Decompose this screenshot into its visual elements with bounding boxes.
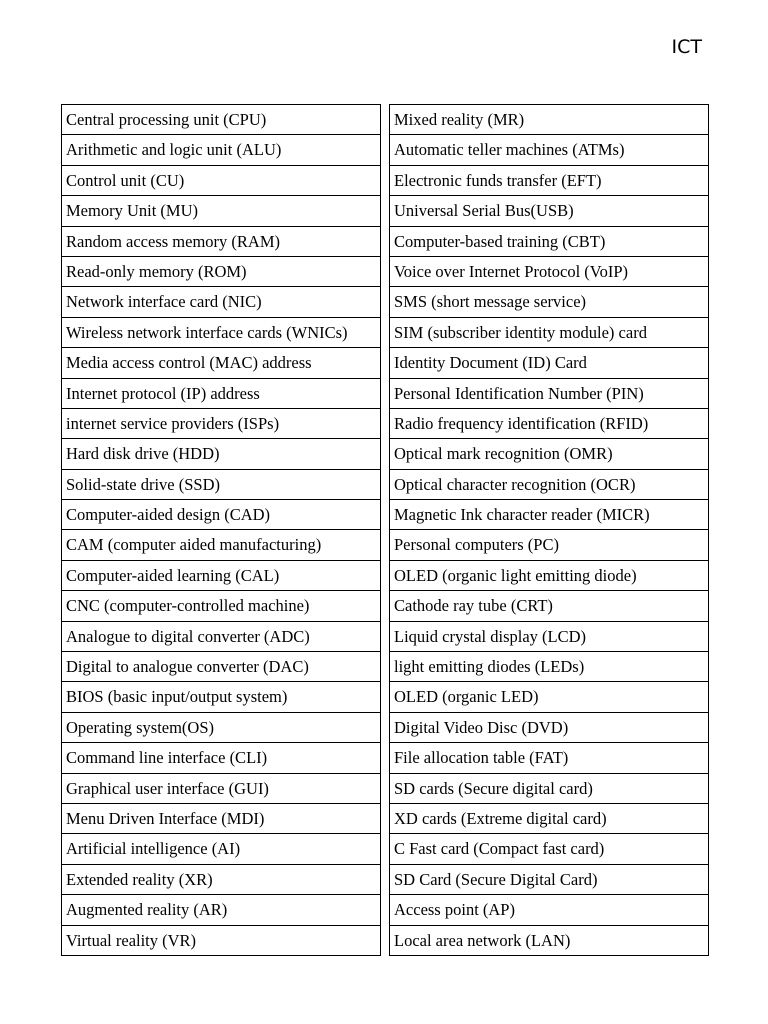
term-cell: SD cards (Secure digital card): [390, 774, 708, 804]
term-cell: Network interface card (NIC): [62, 287, 380, 317]
term-cell: Access point (AP): [390, 895, 708, 925]
term-cell: Radio frequency identification (RFID): [390, 409, 708, 439]
term-cell: Local area network (LAN): [390, 926, 708, 956]
term-cell: Memory Unit (MU): [62, 196, 380, 226]
term-cell: XD cards (Extreme digital card): [390, 804, 708, 834]
page-title: ICT: [671, 36, 702, 58]
term-cell: Liquid crystal display (LCD): [390, 622, 708, 652]
term-cell: Command line interface (CLI): [62, 743, 380, 773]
term-cell: Digital Video Disc (DVD): [390, 713, 708, 743]
term-cell: Magnetic Ink character reader (MICR): [390, 500, 708, 530]
term-cell: SMS (short message service): [390, 287, 708, 317]
term-cell: Optical character recognition (OCR): [390, 470, 708, 500]
term-cell: Internet protocol (IP) address: [62, 379, 380, 409]
term-cell: Digital to analogue converter (DAC): [62, 652, 380, 682]
term-cell: Optical mark recognition (OMR): [390, 439, 708, 469]
term-cell: Operating system(OS): [62, 713, 380, 743]
term-cell: BIOS (basic input/output system): [62, 682, 380, 712]
term-cell: Cathode ray tube (CRT): [390, 591, 708, 621]
term-cell: CAM (computer aided manufacturing): [62, 530, 380, 560]
term-cell: Hard disk drive (HDD): [62, 439, 380, 469]
term-cell: Read-only memory (ROM): [62, 257, 380, 287]
term-cell: Electronic funds transfer (EFT): [390, 166, 708, 196]
term-cell: Media access control (MAC) address: [62, 348, 380, 378]
term-cell: OLED (organic light emitting diode): [390, 561, 708, 591]
term-cell: Computer-aided design (CAD): [62, 500, 380, 530]
term-cell: Computer-aided learning (CAL): [62, 561, 380, 591]
term-cell: SD Card (Secure Digital Card): [390, 865, 708, 895]
term-cell: OLED (organic LED): [390, 682, 708, 712]
term-cell: Personal computers (PC): [390, 530, 708, 560]
term-cell: Computer-based training (CBT): [390, 227, 708, 257]
term-cell: Automatic teller machines (ATMs): [390, 135, 708, 165]
term-cell: C Fast card (Compact fast card): [390, 834, 708, 864]
term-cell: File allocation table (FAT): [390, 743, 708, 773]
term-cell: CNC (computer-controlled machine): [62, 591, 380, 621]
term-cell: Menu Driven Interface (MDI): [62, 804, 380, 834]
right-term-column: [389, 104, 709, 956]
term-cell: Solid-state drive (SSD): [62, 470, 380, 500]
term-cell: Random access memory (RAM): [62, 227, 380, 257]
term-cell: Graphical user interface (GUI): [62, 774, 380, 804]
term-cell: SIM (subscriber identity module) card: [390, 318, 708, 348]
term-cell: Central processing unit (CPU): [62, 105, 380, 135]
term-cell: Control unit (CU): [62, 166, 380, 196]
term-cell: Identity Document (ID) Card: [390, 348, 708, 378]
term-cell: Extended reality (XR): [62, 865, 380, 895]
term-cell: Wireless network interface cards (WNICs): [62, 318, 380, 348]
term-cell: Artificial intelligence (AI): [62, 834, 380, 864]
term-cell: internet service providers (ISPs): [62, 409, 380, 439]
term-cell: Mixed reality (MR): [390, 105, 708, 135]
term-cell: Augmented reality (AR): [62, 895, 380, 925]
term-cell: Analogue to digital converter (ADC): [62, 622, 380, 652]
term-cell: Virtual reality (VR): [62, 926, 380, 956]
term-cell: Voice over Internet Protocol (VoIP): [390, 257, 708, 287]
term-cell: light emitting diodes (LEDs): [390, 652, 708, 682]
term-cell: Arithmetic and logic unit (ALU): [62, 135, 380, 165]
left-term-column: [61, 104, 381, 956]
term-cell: Personal Identification Number (PIN): [390, 379, 708, 409]
term-cell: Universal Serial Bus(USB): [390, 196, 708, 226]
